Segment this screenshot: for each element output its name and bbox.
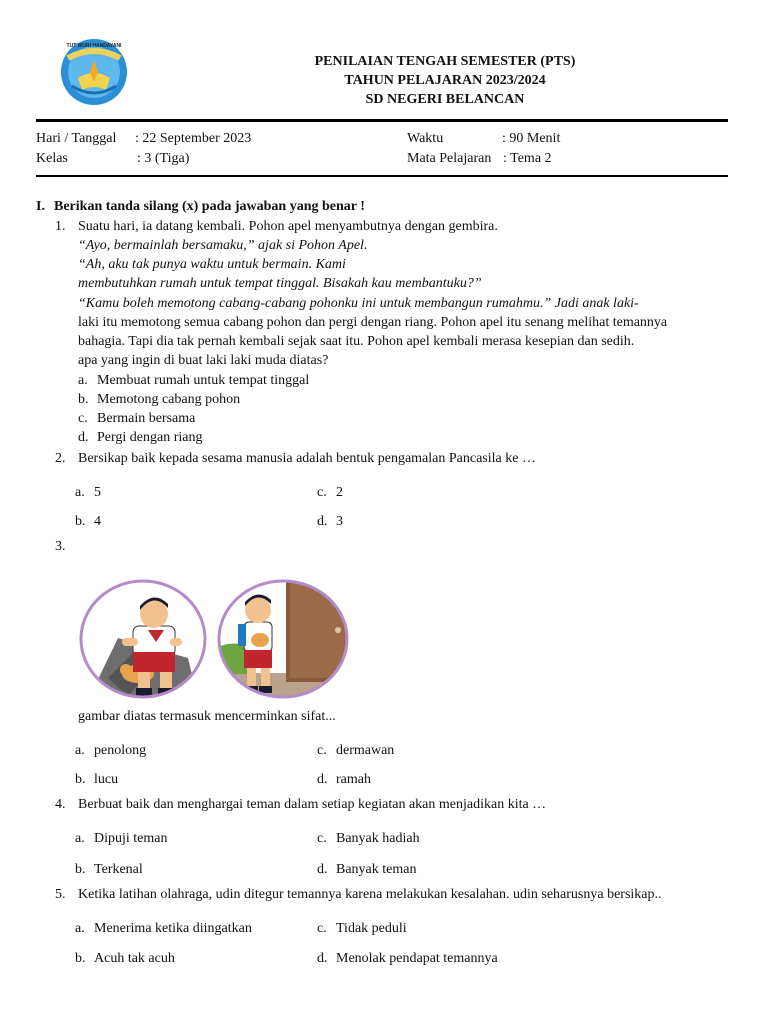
- q1-number: 1.: [55, 219, 66, 234]
- option-letter: a.: [75, 485, 85, 500]
- option-text: 2: [336, 485, 343, 500]
- section-number: I.: [36, 199, 45, 214]
- q1-text: “Ah, aku tak punya waktu untuk bermain. Kami: [78, 257, 346, 272]
- option-text: Pergi dengan riang: [97, 430, 203, 445]
- option-letter: d.: [317, 772, 328, 787]
- answer-option[interactable]: [75, 831, 168, 847]
- option-letter: a.: [75, 921, 85, 936]
- option-letter: c.: [317, 743, 327, 758]
- option-text: 5: [94, 485, 101, 500]
- answer-option[interactable]: [317, 831, 420, 847]
- option-text: Terkenal: [94, 862, 143, 877]
- option-text: 3: [336, 514, 343, 529]
- option-text: Acuh tak acuh: [94, 951, 175, 966]
- answer-option[interactable]: [75, 772, 118, 788]
- logo-lettering: TUT WURI HANDAYANI: [66, 43, 122, 49]
- q5-text: Ketika latihan olahraga, udin ditegur temannya karena melakukan kesalahan. udin seharusnya bersikap..: [78, 887, 662, 902]
- subject-value: : Tema 2: [503, 151, 552, 166]
- option-text: 4: [94, 514, 101, 529]
- section-title: Berikan tanda silang (x) pada jawaban yang benar !: [54, 199, 365, 214]
- q2-number: 2.: [55, 451, 66, 466]
- q4-number: 4.: [55, 797, 66, 812]
- illustration-boy-at-door: [216, 578, 350, 700]
- option-letter: c.: [317, 485, 327, 500]
- option-letter: a.: [75, 743, 85, 758]
- answer-option[interactable]: [75, 862, 143, 878]
- answer-option[interactable]: [78, 373, 309, 389]
- q3-caption: gambar diatas termasuk mencerminkan sifat...: [78, 709, 336, 724]
- info-rule-bottom: [36, 175, 728, 177]
- q1-prompt: apa yang ingin di buat laki laki muda diatas?: [78, 353, 329, 368]
- option-letter: b.: [75, 862, 86, 877]
- option-text: lucu: [94, 772, 119, 787]
- q5-number: 5.: [55, 887, 66, 902]
- option-letter: a.: [75, 831, 85, 846]
- option-letter: d.: [317, 862, 328, 877]
- time-value: : 90 Menit: [502, 131, 561, 146]
- option-text: dermawan: [336, 743, 395, 758]
- answer-option[interactable]: [78, 430, 203, 446]
- answer-option[interactable]: [75, 921, 252, 937]
- option-text: Dipuji teman: [94, 831, 168, 846]
- option-letter: b.: [75, 951, 86, 966]
- day-value: : 22 September 2023: [135, 131, 252, 146]
- option-letter: c.: [317, 831, 327, 846]
- option-letter: a.: [78, 373, 88, 388]
- answer-option[interactable]: [75, 743, 146, 759]
- option-letter: c.: [78, 411, 88, 426]
- option-letter: b.: [78, 392, 89, 407]
- option-letter: b.: [75, 772, 86, 787]
- option-letter: d.: [317, 951, 328, 966]
- option-letter: d.: [317, 514, 328, 529]
- option-text: Menolak pendapat temannya: [336, 951, 498, 966]
- q1-text: “Ayo, bermainlah bersamaku,” ajak si Pohon Apel.: [78, 238, 368, 253]
- option-letter: b.: [75, 514, 86, 529]
- q1-text: laki itu memotong semua cabang pohon dan pergi dengan riang. Pohon apel itu senang melihat temannya: [78, 315, 668, 330]
- option-text: ramah: [336, 772, 371, 787]
- answer-option[interactable]: [75, 514, 101, 530]
- header-rule-top: [36, 119, 728, 122]
- academic-year: TAHUN PELAJARAN 2023/2024: [344, 73, 546, 88]
- answer-option[interactable]: [317, 743, 394, 759]
- answer-option[interactable]: [317, 772, 371, 788]
- answer-option[interactable]: [317, 514, 343, 530]
- option-text: Banyak hadiah: [336, 831, 420, 846]
- exam-title: PENILAIAN TENGAH SEMESTER (PTS): [314, 54, 576, 69]
- q1-text: Suatu hari, ia datang kembali. Pohon apel menyambutnya dengan gembira.: [78, 219, 498, 234]
- subject-label: Mata Pelajaran: [407, 151, 492, 166]
- q1-text: “Kamu boleh memotong cabang-cabang pohonku ini untuk membangun rumahmu.” Jadi anak laki-: [78, 296, 639, 311]
- option-text: Menerima ketika diingatkan: [94, 921, 252, 936]
- day-label: Hari / Tanggal: [36, 131, 117, 146]
- answer-option[interactable]: [78, 411, 195, 427]
- answer-option[interactable]: [317, 951, 498, 967]
- option-text: Bermain bersama: [97, 411, 196, 426]
- school-name: SD NEGERI BELANCAN: [365, 92, 525, 107]
- illustration-helping-cat: [78, 578, 208, 700]
- class-value: : 3 (Tiga): [137, 151, 190, 166]
- answer-option[interactable]: [75, 485, 101, 501]
- option-text: Banyak teman: [336, 862, 417, 877]
- time-label: Waktu: [407, 131, 444, 146]
- option-text: Membuat rumah untuk tempat tinggal: [97, 373, 310, 388]
- q1-text: membutuhkan rumah untuk tempat tinggal. Bisakah kau membantuku?”: [78, 276, 482, 291]
- answer-option[interactable]: [75, 951, 175, 967]
- option-letter: c.: [317, 921, 327, 936]
- q2-text: Bersikap baik kepada sesama manusia adalah bentuk pengamalan Pancasila ke …: [78, 451, 536, 466]
- option-letter: d.: [78, 430, 89, 445]
- q3-number: 3.: [55, 539, 66, 554]
- option-text: Memotong cabang pohon: [97, 392, 241, 407]
- answer-option[interactable]: [78, 392, 240, 408]
- answer-option[interactable]: [317, 862, 416, 878]
- class-label: Kelas: [36, 151, 68, 166]
- q4-text: Berbuat baik dan menghargai teman dalam setiap kegiatan akan menjadikan kita …: [78, 797, 547, 812]
- answer-option[interactable]: [317, 921, 407, 937]
- option-text: Tidak peduli: [336, 921, 407, 936]
- answer-option[interactable]: [317, 485, 343, 501]
- q1-text: bahagia. Tapi dia tak pernah kembali sejak saat itu. Pohon apel kembali merasa kesepian dan sedih.: [78, 334, 635, 349]
- option-text: penolong: [94, 743, 147, 758]
